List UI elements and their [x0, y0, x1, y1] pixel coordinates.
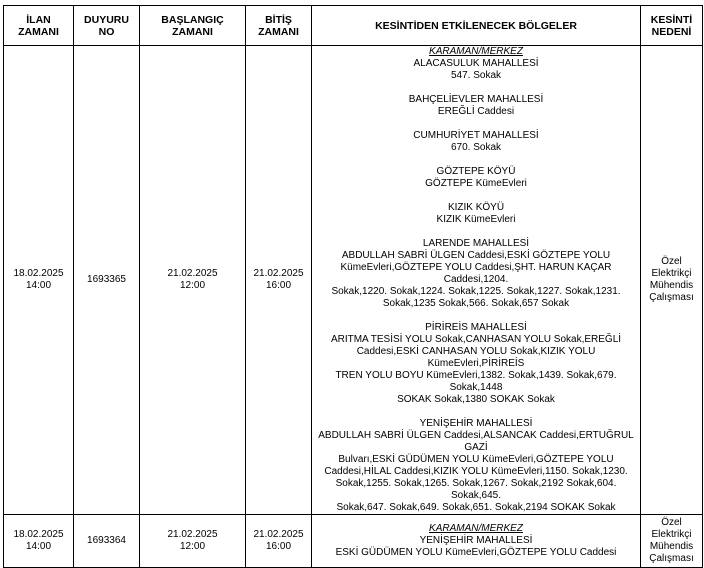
duyuru-no-cell: 1693364: [74, 515, 140, 568]
street-list-line: ARITMA TESİSİ YOLU Sokak,CANHASAN YOLU Sokak,EREĞLİ: [330, 334, 622, 345]
street-list-line: Caddesi,ESKİ CANHASAN YOLU Sokak,KIZIK YOLU KümeEvleri,PİRİREİS: [356, 346, 596, 369]
neighbourhood-name: BAHÇELİEVLER MAHALLESİ: [408, 94, 544, 105]
bitis-zamani-cell: 21.02.2025 16:00: [246, 46, 312, 515]
neighbourhood-group: [314, 58, 638, 82]
outage-table: [3, 5, 703, 568]
neighbourhood-name: CUMHURİYET MAHALLESİ: [413, 130, 539, 141]
neighbourhood-group: [314, 238, 638, 310]
header-bitis-zamani: BİTİŞ ZAMANI: [246, 6, 312, 46]
street-list-line: GÖZTEPE KümeEvleri: [425, 178, 527, 189]
neighbourhood-name: GÖZTEPE KÖYÜ: [436, 166, 516, 177]
kesinti-nedeni-cell: Özel Elektrikçi Mühendis Çalışması: [641, 515, 703, 568]
street-list-line: Caddesi,HİLAL Caddesi,KIZIK YOLU KümeEvleri,1150. Sokak,1230.: [324, 466, 628, 477]
neighbourhood-group: [314, 535, 638, 559]
header-kesinti-nedeni: KESİNTİ NEDENİ: [641, 6, 703, 46]
street-list-line: KümeEvleri,GÖZTEPE YOLU Caddesi,ŞHT. HARUN KAÇAR Caddesi,1204.: [340, 262, 612, 285]
street-list-line: 547. Sokak: [450, 70, 502, 81]
street-list-line: Sokak,1255. Sokak,1265. Sokak,1267. Sokak,2192 Sokak,604. Sokak,645.: [335, 478, 617, 501]
neighbourhood-name: KIZIK KÖYÜ: [447, 202, 505, 213]
neighbourhood-group: [314, 322, 638, 406]
header-duyuru-no: DUYURU NO: [74, 6, 140, 46]
province-label: KARAMAN/MERKEZ: [429, 46, 523, 57]
neighbourhood-group: [314, 166, 638, 190]
neighbourhood-name: ALACASULUK MAHALLESİ: [413, 58, 539, 69]
street-list-line: TREN YOLU BOYU KümeEvleri,1382. Sokak,1439. Sokak,679. Sokak,1448: [335, 370, 617, 393]
neighbourhood-group: [314, 94, 638, 118]
header-etkilenen-bolgeler: KESİNTİDEN ETKİLENECEK BÖLGELER: [312, 6, 641, 46]
neighbourhood-group: [314, 130, 638, 154]
street-list-line: Bulvarı,ESKİ GÜDÜMEN YOLU KümeEvleri,GÖZTEPE YOLU: [338, 454, 614, 465]
street-list-line: KIZIK KümeEvleri: [436, 214, 516, 225]
neighbourhood-name: YENİŞEHİR MAHALLESİ: [419, 535, 533, 546]
street-list-line: Sokak,1235 Sokak,566. Sokak,657 Sokak: [382, 298, 570, 309]
header-baslangic-zamani: BAŞLANGIÇ ZAMANI: [140, 6, 246, 46]
table-row: [4, 46, 703, 515]
street-list-line: ABDULLAH SABRİ ÜLGEN Caddesi,ESKİ GÖZTEPE YOLU: [341, 250, 611, 261]
street-list-line: ESKİ GÜDÜMEN YOLU KümeEvleri,GÖZTEPE YOLU Caddesi: [335, 547, 617, 558]
neighbourhood-name: YENİŞEHİR MAHALLESİ: [419, 418, 533, 429]
bitis-zamani-cell: 21.02.2025 16:00: [246, 515, 312, 568]
header-row: [4, 6, 703, 46]
header-ilan-zamani: İLAN ZAMANI: [4, 6, 74, 46]
neighbourhood-group: [314, 418, 638, 514]
neighbourhood-name: LARENDE MAHALLESİ: [422, 238, 530, 249]
ilan-zamani-cell: 18.02.2025 14:00: [4, 515, 74, 568]
street-list-line: Sokak,647. Sokak,649. Sokak,651. Sokak,2194 SOKAK Sokak: [336, 502, 616, 513]
province-label: KARAMAN/MERKEZ: [429, 523, 523, 534]
duyuru-no-cell: 1693365: [74, 46, 140, 515]
neighbourhood-group: [314, 202, 638, 226]
street-list-line: SOKAK Sokak,1380 SOKAK Sokak: [397, 394, 555, 405]
street-list-line: ABDULLAH SABRİ ÜLGEN Caddesi,ALSANCAK Caddesi,ERTUĞRUL GAZİ: [318, 430, 634, 453]
baslangic-zamani-cell: 21.02.2025 12:00: [140, 46, 246, 515]
street-list-line: Sokak,1220. Sokak,1224. Sokak,1225. Sokak,1227. Sokak,1231.: [331, 286, 621, 297]
affected-regions-cell: [312, 46, 641, 515]
ilan-zamani-cell: 18.02.2025 14:00: [4, 46, 74, 515]
baslangic-zamani-cell: 21.02.2025 12:00: [140, 515, 246, 568]
neighbourhood-name: PİRİREİS MAHALLESİ: [425, 322, 527, 333]
street-list-line: EREĞLİ Caddesi: [437, 106, 515, 117]
kesinti-nedeni-cell: Özel Elektrikçi Mühendis Çalışması: [641, 46, 703, 515]
street-list-line: 670. Sokak: [450, 142, 502, 153]
